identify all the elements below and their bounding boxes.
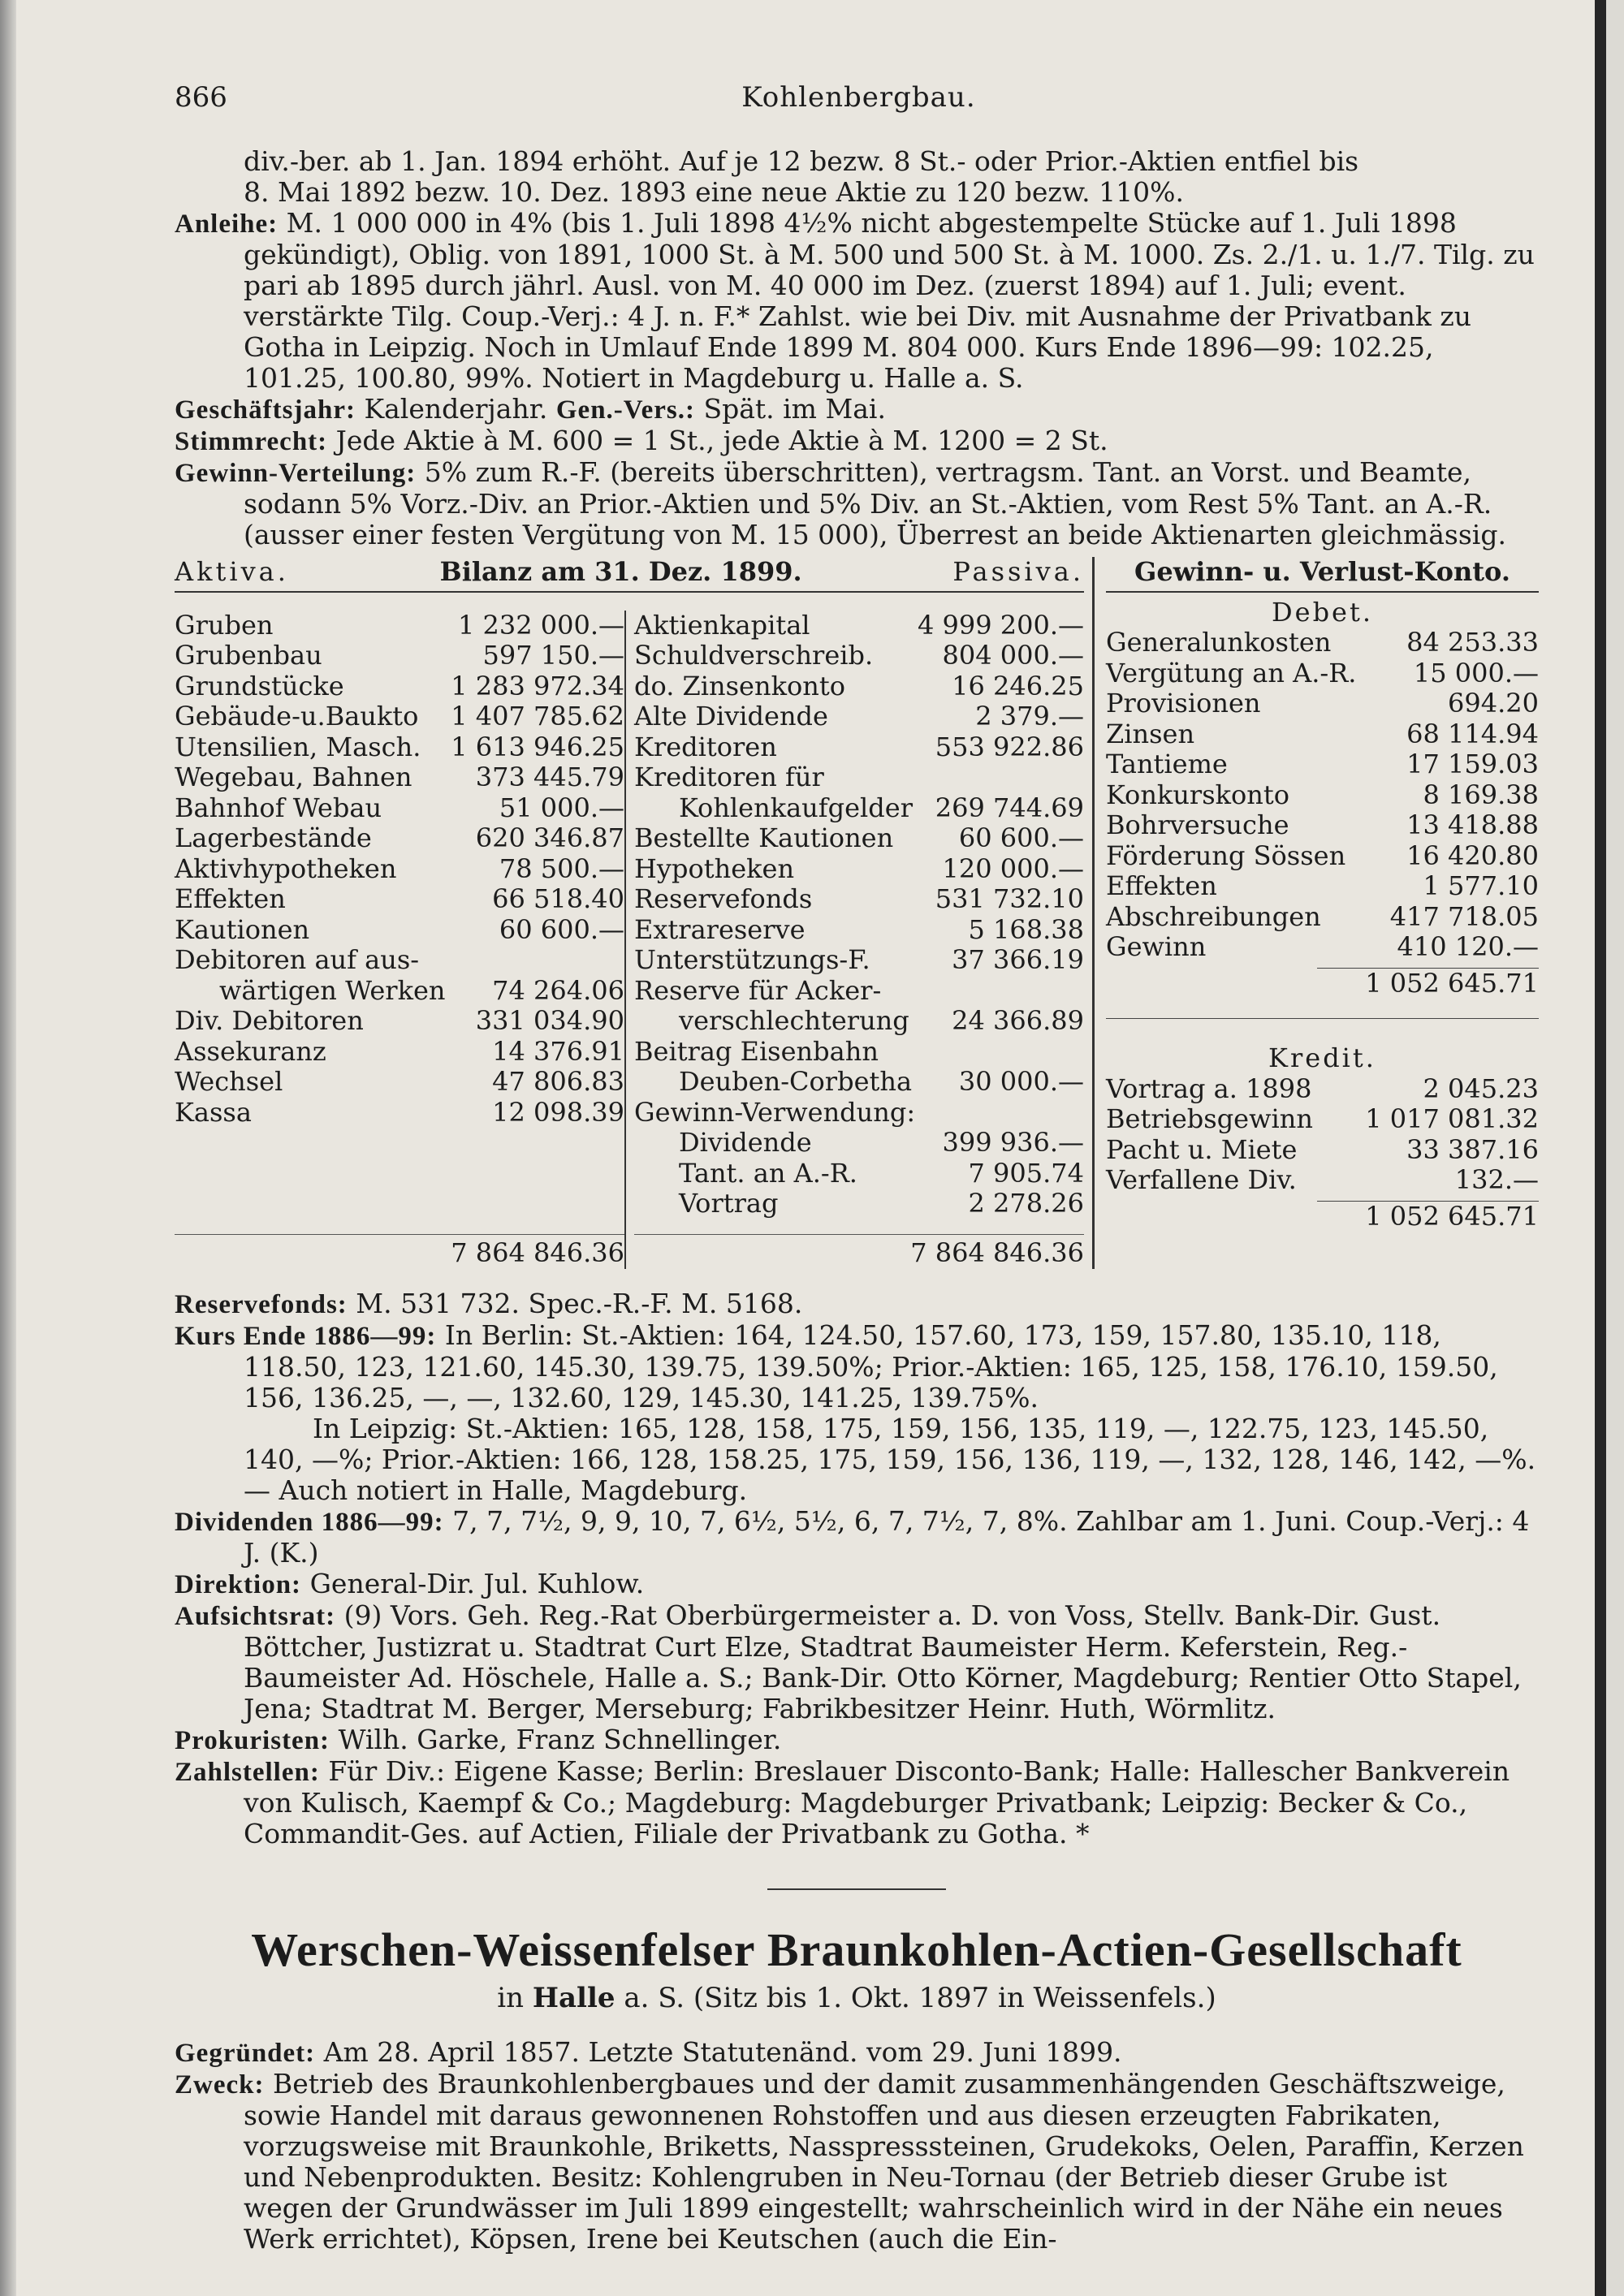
- aufsichtsrat-paragraph: [175, 1600, 1539, 1724]
- aktiva-label: Effekten: [175, 883, 286, 914]
- passiva-row: [634, 976, 1084, 1007]
- reservefonds-label: Reservefonds:: [175, 1289, 348, 1319]
- aufsichtsrat-label: Aufsichtsrat:: [175, 1601, 336, 1631]
- passiva-row: [634, 1098, 1084, 1129]
- kredit-label: Pacht u. Miete: [1106, 1133, 1298, 1165]
- debet-label: Tantieme: [1106, 749, 1228, 779]
- passiva-row: [634, 854, 1084, 885]
- genvers-label: Gen.-Vers.:: [555, 395, 695, 425]
- aktiva-total: 7 864 846.36: [451, 1237, 624, 1268]
- passiva-row: [634, 793, 1084, 824]
- aktiva-value: 14 376.91: [492, 1035, 624, 1067]
- kurs-label: Kurs Ende 1886—99:: [175, 1321, 437, 1351]
- passiva-value: 120 000.—: [942, 852, 1084, 884]
- debet-label: Zinsen: [1106, 718, 1195, 749]
- debet-total: 1 052 645.71: [1365, 967, 1539, 999]
- balance-section: [175, 557, 1539, 1269]
- stimmrecht-label: Stimmrecht:: [175, 427, 328, 456]
- passiva-value: 269 744.69: [935, 792, 1084, 823]
- anleihe-paragraph: [175, 208, 1539, 394]
- passiva-label: do. Zinsenkonto: [634, 670, 845, 701]
- debet-value: 68 114.94: [1406, 718, 1539, 749]
- aktiva-value: 331 034.90: [475, 1005, 624, 1036]
- dividenden-paragraph: [175, 1506, 1539, 1569]
- reservefonds-line: [175, 1288, 1539, 1320]
- geschaeftsjahr-label: Geschäftsjahr:: [175, 395, 356, 425]
- debet-value: 410 120.—: [1397, 931, 1539, 962]
- aktiva-row: [175, 671, 624, 702]
- direktion-line: [175, 1569, 1539, 1600]
- kredit-row: [1106, 1104, 1539, 1135]
- passiva-total: 7 864 846.36: [910, 1236, 1084, 1268]
- aktiva-row: [175, 1067, 624, 1098]
- zweck-text: Betrieb des Braunkohlenbergbaues und der damit zusammenhängenden Geschäftszweige, sowie Handel mit daraus gewonnenen Rohstoffen und aus diesen erzeugten Fabrikaten, vorzugsweise mit Braunkohle, Briketts, Nasspresssteinen, Grudekoks, Oelen, Paraffin, Kerzen und Nebenprodukten. Besitz: Kohlengruben in Neu-Tornau (der Betrieb dieser Grube ist wegen der Grundwässer im Juli 1899 eingestellt; wahrscheinlich wird in der Nähe ein neues Werk errichtet), Köpsen, Irene bei Keutschen (auch die Ein-: [244, 2067, 1524, 2255]
- kredit-row: [1106, 1165, 1539, 1196]
- aktiva-value: 1 283 972.34: [451, 670, 624, 701]
- aktiva-row: [175, 611, 624, 641]
- passiva-row: [634, 762, 1084, 793]
- aktiva-value: 1 613 946.25: [451, 731, 624, 762]
- debet-label: Provisionen: [1106, 688, 1261, 719]
- aktiva-label: Debitoren auf aus-: [175, 944, 420, 975]
- debet-row: [1106, 719, 1539, 750]
- anleihe-text: M. 1 000 000 in 4% (bis 1. Juli 1898 4½% nicht abgestempelte Stücke auf 1. Juli 1898 gekündigt), Oblig. von 1891, 1000 St. à M. 500 und 500 St. à M. 1000. Zs. 2./1. u. 1./7. Tilg. zu pari ab 1895 durch jährl. Ausl. von M. 40 000 im Dez. (zuerst 1894) auf 1. Juli; event. verstärkte Tilg. Coup.-Verj.: 4 J. n. F.* Zahlst. wie bei Div. mit Ausnahme der Privatbank zu Gotha in Leipzig. Noch in Umlauf Ende 1899 M. 804 000. Kurs Ende 1896—99: 102.25, 101.25, 100.80, 99%. Notiert in Magdeburg u. Halle a. S.: [244, 207, 1535, 394]
- passiva-column: [624, 611, 1084, 1269]
- aktiva-label: Grubenbau: [175, 640, 322, 671]
- passiva-value: 37 366.19: [952, 944, 1084, 975]
- aktiva-value: 74 264.06: [492, 974, 624, 1006]
- passiva-value: 399 936.—: [942, 1127, 1084, 1158]
- passiva-value: 531 732.10: [935, 883, 1084, 914]
- aktiva-value: 78 500.—: [499, 852, 624, 884]
- passiva-value: 5 168.38: [968, 913, 1084, 945]
- passiva-label: Dividende: [679, 1127, 812, 1158]
- aktiva-row: [175, 732, 624, 763]
- kredit-value: 1 017 081.32: [1365, 1103, 1539, 1134]
- gewinnverteilung-paragraph: [175, 457, 1539, 550]
- passiva-value: 804 000.—: [942, 640, 1084, 671]
- debet-value: 417 718.05: [1389, 900, 1539, 932]
- passiva-row: [634, 671, 1084, 702]
- passiva-label: Gewinn-Verwendung:: [634, 1096, 916, 1128]
- kredit-value: 2 045.23: [1423, 1072, 1539, 1104]
- passiva-label: Kreditoren: [634, 731, 777, 762]
- aktiva-row: [175, 945, 624, 976]
- kredit-label: Betriebsgewinn: [1106, 1103, 1313, 1134]
- zahlstellen-paragraph: [175, 1756, 1539, 1849]
- gegruendet-label: Gegründet:: [175, 2038, 316, 2068]
- zweck-label: Zweck:: [175, 2069, 265, 2100]
- aktiva-label: Kautionen: [175, 913, 310, 945]
- aktiva-label: Wechsel: [175, 1066, 283, 1097]
- aktiva-value: 66 518.40: [492, 883, 624, 914]
- debet-value: 84 253.33: [1406, 627, 1539, 658]
- passiva-row: [634, 945, 1084, 976]
- prokuristen-text: Wilh. Garke, Franz Schnellinger.: [338, 1723, 782, 1755]
- aktiva-column: [175, 611, 624, 1269]
- passiva-row: [634, 1037, 1084, 1068]
- bilanz-header: [175, 557, 1084, 593]
- passiva-row: [634, 1159, 1084, 1189]
- anleihe-label: Anleihe:: [175, 209, 279, 239]
- geschaeftsjahr-line: [175, 394, 1539, 425]
- location-prefix: in: [497, 1981, 525, 2014]
- reservefonds-text: M. 531 732. Spec.-R.-F. M. 5168.: [356, 1287, 803, 1319]
- aktiva-value: 47 806.83: [492, 1066, 624, 1097]
- aktiva-label: Bahnhof Webau: [175, 792, 382, 823]
- debet-value: 17 159.03: [1406, 749, 1539, 779]
- debet-row: [1106, 932, 1539, 963]
- passiva-row: [634, 701, 1084, 732]
- kredit-label: Verfallene Div.: [1106, 1164, 1297, 1195]
- gewinnverteilung-label: Gewinn-Verteilung:: [175, 459, 417, 488]
- aktiva-row: [175, 641, 624, 671]
- passiva-row: [634, 641, 1084, 671]
- aktiva-label: Kassa: [175, 1096, 252, 1128]
- debet-label: Konkurskonto: [1106, 779, 1290, 810]
- dividenden-label: Dividenden 1886—99:: [175, 1507, 444, 1537]
- aktiva-label: Lagerbestände: [175, 822, 372, 853]
- passiva-label: Vortrag: [679, 1188, 779, 1219]
- gegruendet-text: Am 28. April 1857. Letzte Statutenänd. vom 29. Juni 1899.: [323, 2035, 1122, 2068]
- page-number: 866: [175, 81, 227, 114]
- geschaeftsjahr-text: Kalenderjahr.: [364, 393, 548, 425]
- passiva-value: 4 999 200.—: [917, 609, 1084, 641]
- kurs-paragraph: [175, 1320, 1539, 1413]
- passiva-row: [634, 915, 1084, 946]
- aktiva-label: Utensilien, Masch.: [175, 731, 421, 762]
- passiva-row: [634, 884, 1084, 915]
- passiva-row: [634, 732, 1084, 763]
- aktiva-label: Aktiva.: [175, 556, 289, 587]
- passiva-label: Schuldverschreib.: [634, 640, 874, 671]
- debet-value: 16 420.80: [1406, 839, 1539, 871]
- gegruendet-line: [175, 2037, 1539, 2069]
- running-title: Kohlenbergbau.: [741, 81, 976, 114]
- guv-column: [1092, 557, 1539, 1269]
- zahlstellen-label: Zahlstellen:: [175, 1757, 320, 1787]
- debet-label: Generalunkosten: [1106, 627, 1332, 658]
- aktiva-value: 597 150.—: [482, 640, 624, 671]
- debet-row: [1106, 841, 1539, 872]
- aktiva-row: [175, 915, 624, 946]
- direktion-text: General-Dir. Jul. Kuhlow.: [309, 1567, 645, 1599]
- kredit-row: [1106, 1074, 1539, 1105]
- debet-row: [1106, 658, 1539, 689]
- aktiva-value: 60 600.—: [499, 913, 624, 945]
- stimmrecht-line: [175, 425, 1539, 457]
- passiva-row: [634, 611, 1084, 641]
- debet-value: 694.20: [1448, 688, 1539, 719]
- aktiva-value: 1 407 785.62: [451, 701, 624, 732]
- passiva-value: 30 000.—: [958, 1066, 1084, 1097]
- passiva-label: Reservefonds: [634, 883, 813, 914]
- passiva-label: Tant. an A.-R.: [679, 1157, 857, 1189]
- section-separator: [767, 1888, 946, 1890]
- debet-label: Abschreibungen: [1106, 900, 1321, 932]
- passiva-label: Passiva.: [952, 556, 1084, 587]
- bilanz-block: [175, 557, 1084, 1269]
- passiva-value: 24 366.89: [952, 1005, 1084, 1036]
- company-name: Werschen-Weissenfelser Braunkohlen-Actien-Gesellschaft: [251, 1923, 1462, 1976]
- intro-line-1: div.-ber. ab 1. Jan. 1894 erhöht. Auf je 12 bezw. 8 St.- oder Prior.-Aktien entfiel bis: [244, 145, 1359, 177]
- debet-row: [1106, 688, 1539, 719]
- passiva-label: Reserve für Acker-: [634, 974, 882, 1006]
- aktiva-value: 373 445.79: [475, 762, 624, 792]
- kredit-total: 1 052 645.71: [1365, 1200, 1539, 1232]
- aktiva-row: [175, 976, 624, 1007]
- prokuristen-label: Prokuristen:: [175, 1725, 330, 1755]
- passiva-value: 2 379.—: [975, 701, 1084, 732]
- passiva-label: Beitrag Eisenbahn: [634, 1035, 879, 1067]
- direktion-label: Direktion:: [175, 1569, 302, 1599]
- kredit-label: Kredit.: [1268, 1042, 1376, 1073]
- location-suffix: a. S. (Sitz bis 1. Okt. 1897 in Weissenfels.): [624, 1981, 1216, 2014]
- passiva-value: 2 278.26: [968, 1188, 1084, 1219]
- passiva-row: [634, 1006, 1084, 1037]
- stimmrecht-text: Jede Aktie à M. 600 = 1 St., jede Aktie à M. 1200 = 2 St.: [335, 425, 1108, 456]
- passiva-label: Extrareserve: [634, 913, 806, 945]
- debet-label: Debet.: [1271, 596, 1374, 628]
- kurs-leipzig-paragraph: In Leipzig: St.-Aktien: 165, 128, 158, 175, 159, 156, 135, 119, —, 122.75, 123, 145.50, 140, —%; Prior.-Aktien: 166, 128, 158.25, 175, 159, 156, 136, 119, —, 132, 128, 146, 142, —%. — Auch notiert in Halle, Magdeburg.: [244, 1412, 1536, 1506]
- aktiva-value: 620 346.87: [475, 822, 624, 853]
- debet-label: Förderung Sössen: [1106, 839, 1346, 871]
- aktiva-row: [175, 1098, 624, 1129]
- aktiva-label: Assekuranz: [175, 1035, 326, 1067]
- passiva-label: verschlechterung: [679, 1005, 909, 1036]
- bilanz-title: Bilanz am 31. Dez. 1899.: [439, 556, 802, 587]
- debet-label: Gewinn: [1106, 931, 1207, 962]
- aktiva-label: wärtigen Werken: [219, 974, 446, 1006]
- aktiva-row: [175, 1006, 624, 1037]
- debet-row: [1106, 780, 1539, 811]
- passiva-row: [634, 823, 1084, 854]
- dividenden-text: 7, 7, 7½, 9, 9, 10, 7, 6½, 5½, 6, 7, 7½, 7, 8%. Zahlbar am 1. Juni. Coup.-Verj.: 4 J. (K.): [244, 1504, 1530, 1569]
- scan-edge-right: [1595, 0, 1606, 2296]
- aktiva-label: Div. Debitoren: [175, 1005, 364, 1036]
- aufsichtsrat-text: (9) Vors. Geh. Reg.-Rat Oberbürgermeister a. D. von Voss, Stellv. Bank-Dir. Gust. Böttcher, Justizrat u. Stadtrat Curt Elze, Stadtrat Baumeister Herm. Keferstein, Reg.-Baumeister Ad. Höschele, Halle a. S.; Bank-Dir. Otto Körner, Magdeburg; Rentier Otto Stapel, Jena; Stadtrat M. Berger, Merseburg; Fabrikbesitzer Heinr. Huth, Wörmlitz.: [244, 1599, 1522, 1724]
- aktiva-row: [175, 884, 624, 915]
- passiva-label: Aktienkapital: [634, 609, 810, 641]
- debet-label: Effekten: [1106, 870, 1217, 901]
- guv-title: Gewinn- u. Verlust-Konto.: [1134, 556, 1510, 587]
- debet-row: [1106, 810, 1539, 841]
- passiva-row: [634, 1067, 1084, 1098]
- aktiva-row: [175, 854, 624, 885]
- kredit-row: [1106, 1135, 1539, 1166]
- passiva-value: 60 600.—: [958, 822, 1084, 853]
- debet-row: [1106, 628, 1539, 658]
- passiva-row: [634, 1189, 1084, 1219]
- document-page: [175, 81, 1539, 2255]
- gewinnverteilung-text: 5% zum R.-F. (bereits überschritten), vertragsm. Tant. an Vorst. und Beamte, sodann 5% Vorz.-Div. an Prior.-Aktien und 5% Div. an St.-Aktien, vom Rest 5% Tant. an A.-R. (ausser einer festen Vergütung von M. 15 000), Überrest an beide Aktienarten gleichmässig.: [244, 456, 1506, 550]
- passiva-label: Kohlenkaufgelder: [679, 792, 913, 823]
- aktiva-row: [175, 701, 624, 732]
- debet-value: 15 000.—: [1413, 657, 1539, 688]
- company-location: [175, 1982, 1539, 2014]
- location-city: Halle: [532, 1981, 615, 2014]
- aktiva-label: Aktivhypotheken: [175, 852, 397, 884]
- prokuristen-line: [175, 1724, 1539, 1756]
- debet-value: 8 169.38: [1423, 779, 1539, 810]
- passiva-label: Alte Dividende: [634, 701, 828, 732]
- aktiva-row: [175, 1037, 624, 1068]
- passiva-value: 16 246.25: [952, 670, 1084, 701]
- aktiva-value: 1 232 000.—: [457, 609, 624, 641]
- passiva-label: Kreditoren für: [634, 762, 824, 792]
- passiva-row: [634, 1128, 1084, 1159]
- debet-value: 1 577.10: [1423, 870, 1539, 901]
- debet-row: [1106, 902, 1539, 933]
- aktiva-label: Wegebau, Bahnen: [175, 762, 412, 792]
- passiva-label: Bestellte Kautionen: [634, 822, 894, 853]
- aktiva-value: 51 000.—: [499, 792, 624, 823]
- zahlstellen-text: Für Div.: Eigene Kasse; Berlin: Breslauer Disconto-Bank; Halle: Hallescher Bankverein von Kulisch, Kaempf & Co.; Magdeburg: Magdeburger Privatbank; Leipzig: Becker & Co., Commandit-Ges. auf Actien, Filiale der Privatbank zu Gotha. *: [244, 1754, 1510, 1849]
- debet-label: Bohrversuche: [1106, 809, 1289, 840]
- kredit-value: 132.—: [1454, 1164, 1539, 1195]
- kurs-text: In Berlin: St.-Aktien: 164, 124.50, 157.60, 173, 159, 157.80, 135.10, 118, 118.50, 123, 121.60, 145.30, 139.75, 139.50%; Prior.-Aktien: 165, 125, 158, 176.10, 159.50, 156, 136.25, —, —, 132.60, 129, 145.30, 141.25, 139.75%.: [244, 1318, 1498, 1413]
- genvers-text: Spät. im Mai.: [703, 393, 886, 425]
- zweck-paragraph: [175, 2069, 1539, 2255]
- intro-line-2: 8. Mai 1892 bezw. 10. Dez. 1893 eine neue Aktie zu 120 bezw. 110%.: [244, 176, 1184, 208]
- passiva-label: Hypotheken: [634, 852, 795, 884]
- aktiva-row: [175, 793, 624, 824]
- guv-header: [1106, 557, 1539, 593]
- scan-margin-right: [1606, 0, 1624, 2296]
- scan-edge-left: [0, 0, 16, 2296]
- aktiva-row: [175, 823, 624, 854]
- passiva-value: 553 922.86: [935, 731, 1084, 762]
- kredit-value: 33 387.16: [1406, 1133, 1539, 1165]
- aktiva-value: 12 098.39: [492, 1096, 624, 1128]
- page-header: [175, 81, 1539, 114]
- passiva-value: 7 905.74: [968, 1157, 1084, 1189]
- debet-label: Vergütung an A.-R.: [1106, 657, 1357, 688]
- aktiva-label: Gebäude-u.Baukto: [175, 701, 419, 732]
- aktiva-row: [175, 762, 624, 793]
- debet-value: 13 418.88: [1406, 809, 1539, 840]
- debet-row: [1106, 749, 1539, 780]
- passiva-label: Unterstützungs-F.: [634, 944, 870, 975]
- aktiva-label: Grundstücke: [175, 670, 344, 701]
- aktiva-label: Gruben: [175, 609, 274, 641]
- debet-row: [1106, 871, 1539, 902]
- passiva-label: Deuben-Corbetha: [679, 1066, 913, 1097]
- kredit-label: Vortrag a. 1898: [1106, 1072, 1312, 1104]
